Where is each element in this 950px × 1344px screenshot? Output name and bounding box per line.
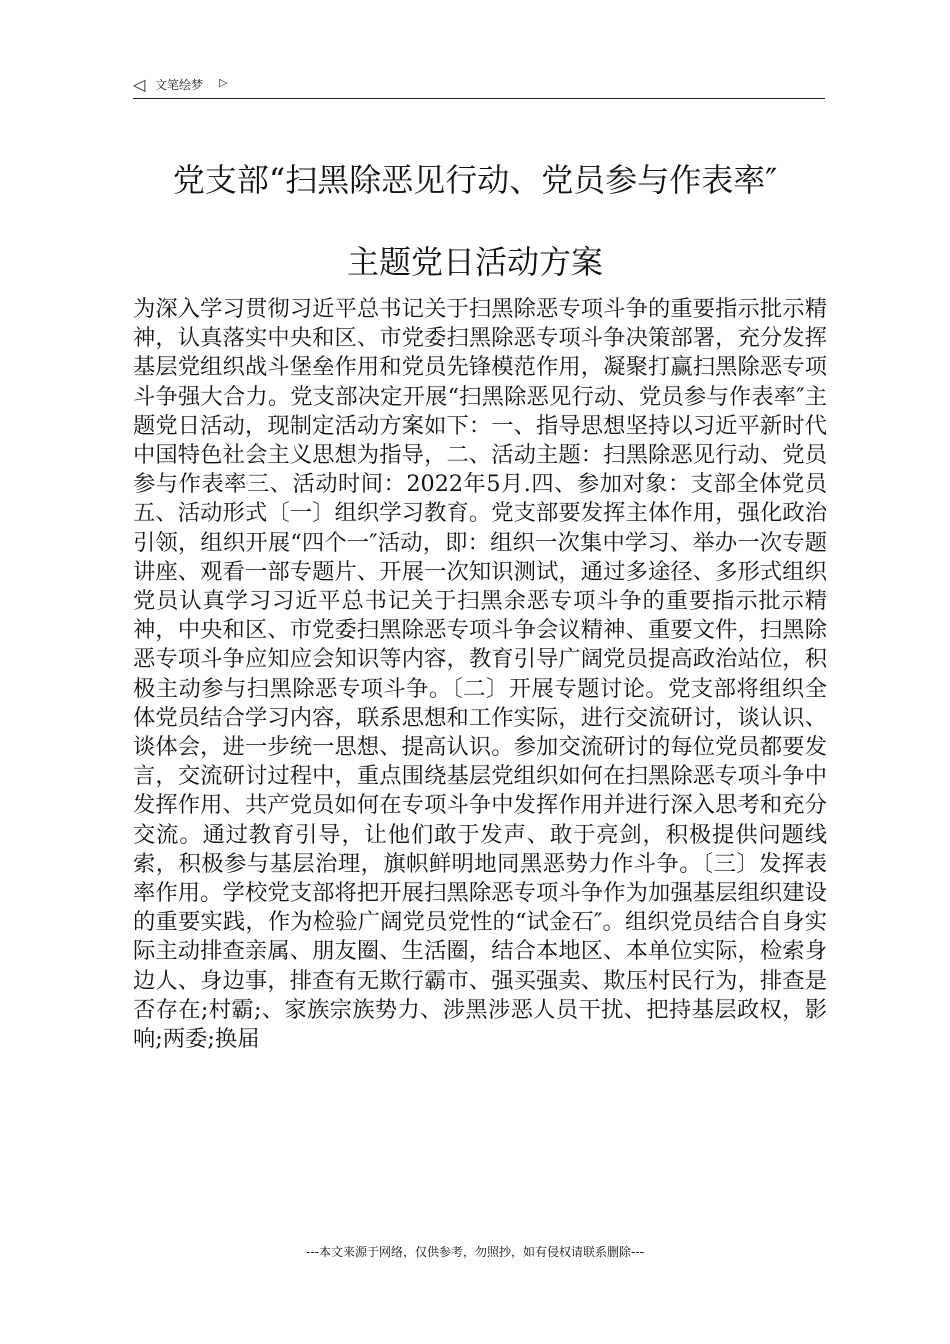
page-header: [133, 74, 825, 99]
document-body: 为深入学习贯彻习近平总书记关于扫黑除恶专项斗争的重要指示批示精神，认真落实中央和区、市党委扫黑除恶专项斗争决策部署，充分发挥基层党组织战斗堡垒作用和党员先锋模范作用，凝聚打赢扫黑除恶专项斗争强大合力。党支部决定开展“扫黑除恶见行动、党员参与作表率″主题党日活动，现制定活动方案如下：一、指导思想坚持以习近平新时代中国特色社会主义思想为指导，二、活动主题：扫黑除恶见行动、党员参与作表率三、活动时间：2022年5月.四、参加对象：支部全体党员五、活动形式〔一〕组织学习教育。党支部要发挥主体作用，强化政治引领，组织开展“四个一″活动，即：组织一次集中学习、举办一次专题讲座、观看一部专题片、开展一次知识测试，通过多途径、多形式组织党员认真学习习近平总书记关于扫黑余恶专项斗争的重要指示批示精神，中央和区、市党委扫黑除恶专项斗争会议精神、重要文件，扫黑除恶专项斗争应知应会知识等内容，教育引导广阔党员提高政治站位，积极主动参与扫黑除恶专项斗争。〔二〕开展专题讨论。党支部将组织全体党员结合学习内容，联系思想和工作实际，进行交流研讨，谈认识、谈体会，进一步统一思想、提高认识。参加交流研讨的每位党员都要发言，交流研讨过程中，重点围绕基层党组织如何在扫黑除恶专项斗争中发挥作用、共产党员如何在专项斗争中发挥作用并进行深入思考和充分交流。通过教育引导，让他们敢于发声、敢于亮剑，积极提供问题线索，积极参与基层治理，旗帜鲜明地同黑恶势力作斗争。〔三〕发挥表率作用。学校党支部将把开展扫黑除恶专项斗争作为加强基层组织建设的重要实践，作为检验广阔党员党性的“试金石″。组织党员结合自身实际主动排查亲属、朋友圈、生活圈，结合本地区、本单位实际，检索身边人、身边事，排查有无欺行霸市、强买强卖、欺压村民行为，排查是否存在;村霸;、家族宗族势力、涉黑涉恶人员干扰、把持基层政权，影响;两委;换届: [133, 296, 827, 1053]
right-triangle-icon: ▷: [219, 76, 228, 89]
document-title-line-1: 党支部“扫黑除恶见行动、党员参与作表率″: [172, 161, 778, 199]
page-footer-note: ---本文来源于网络，仅供参考，勿照抄，如有侵权请联系删除---: [306, 1245, 644, 1259]
document-title-line-2: 主题党日活动方案: [346, 243, 603, 281]
left-triangle-icon: ◁: [133, 75, 146, 94]
header-title: 文笔绘梦: [155, 78, 204, 92]
